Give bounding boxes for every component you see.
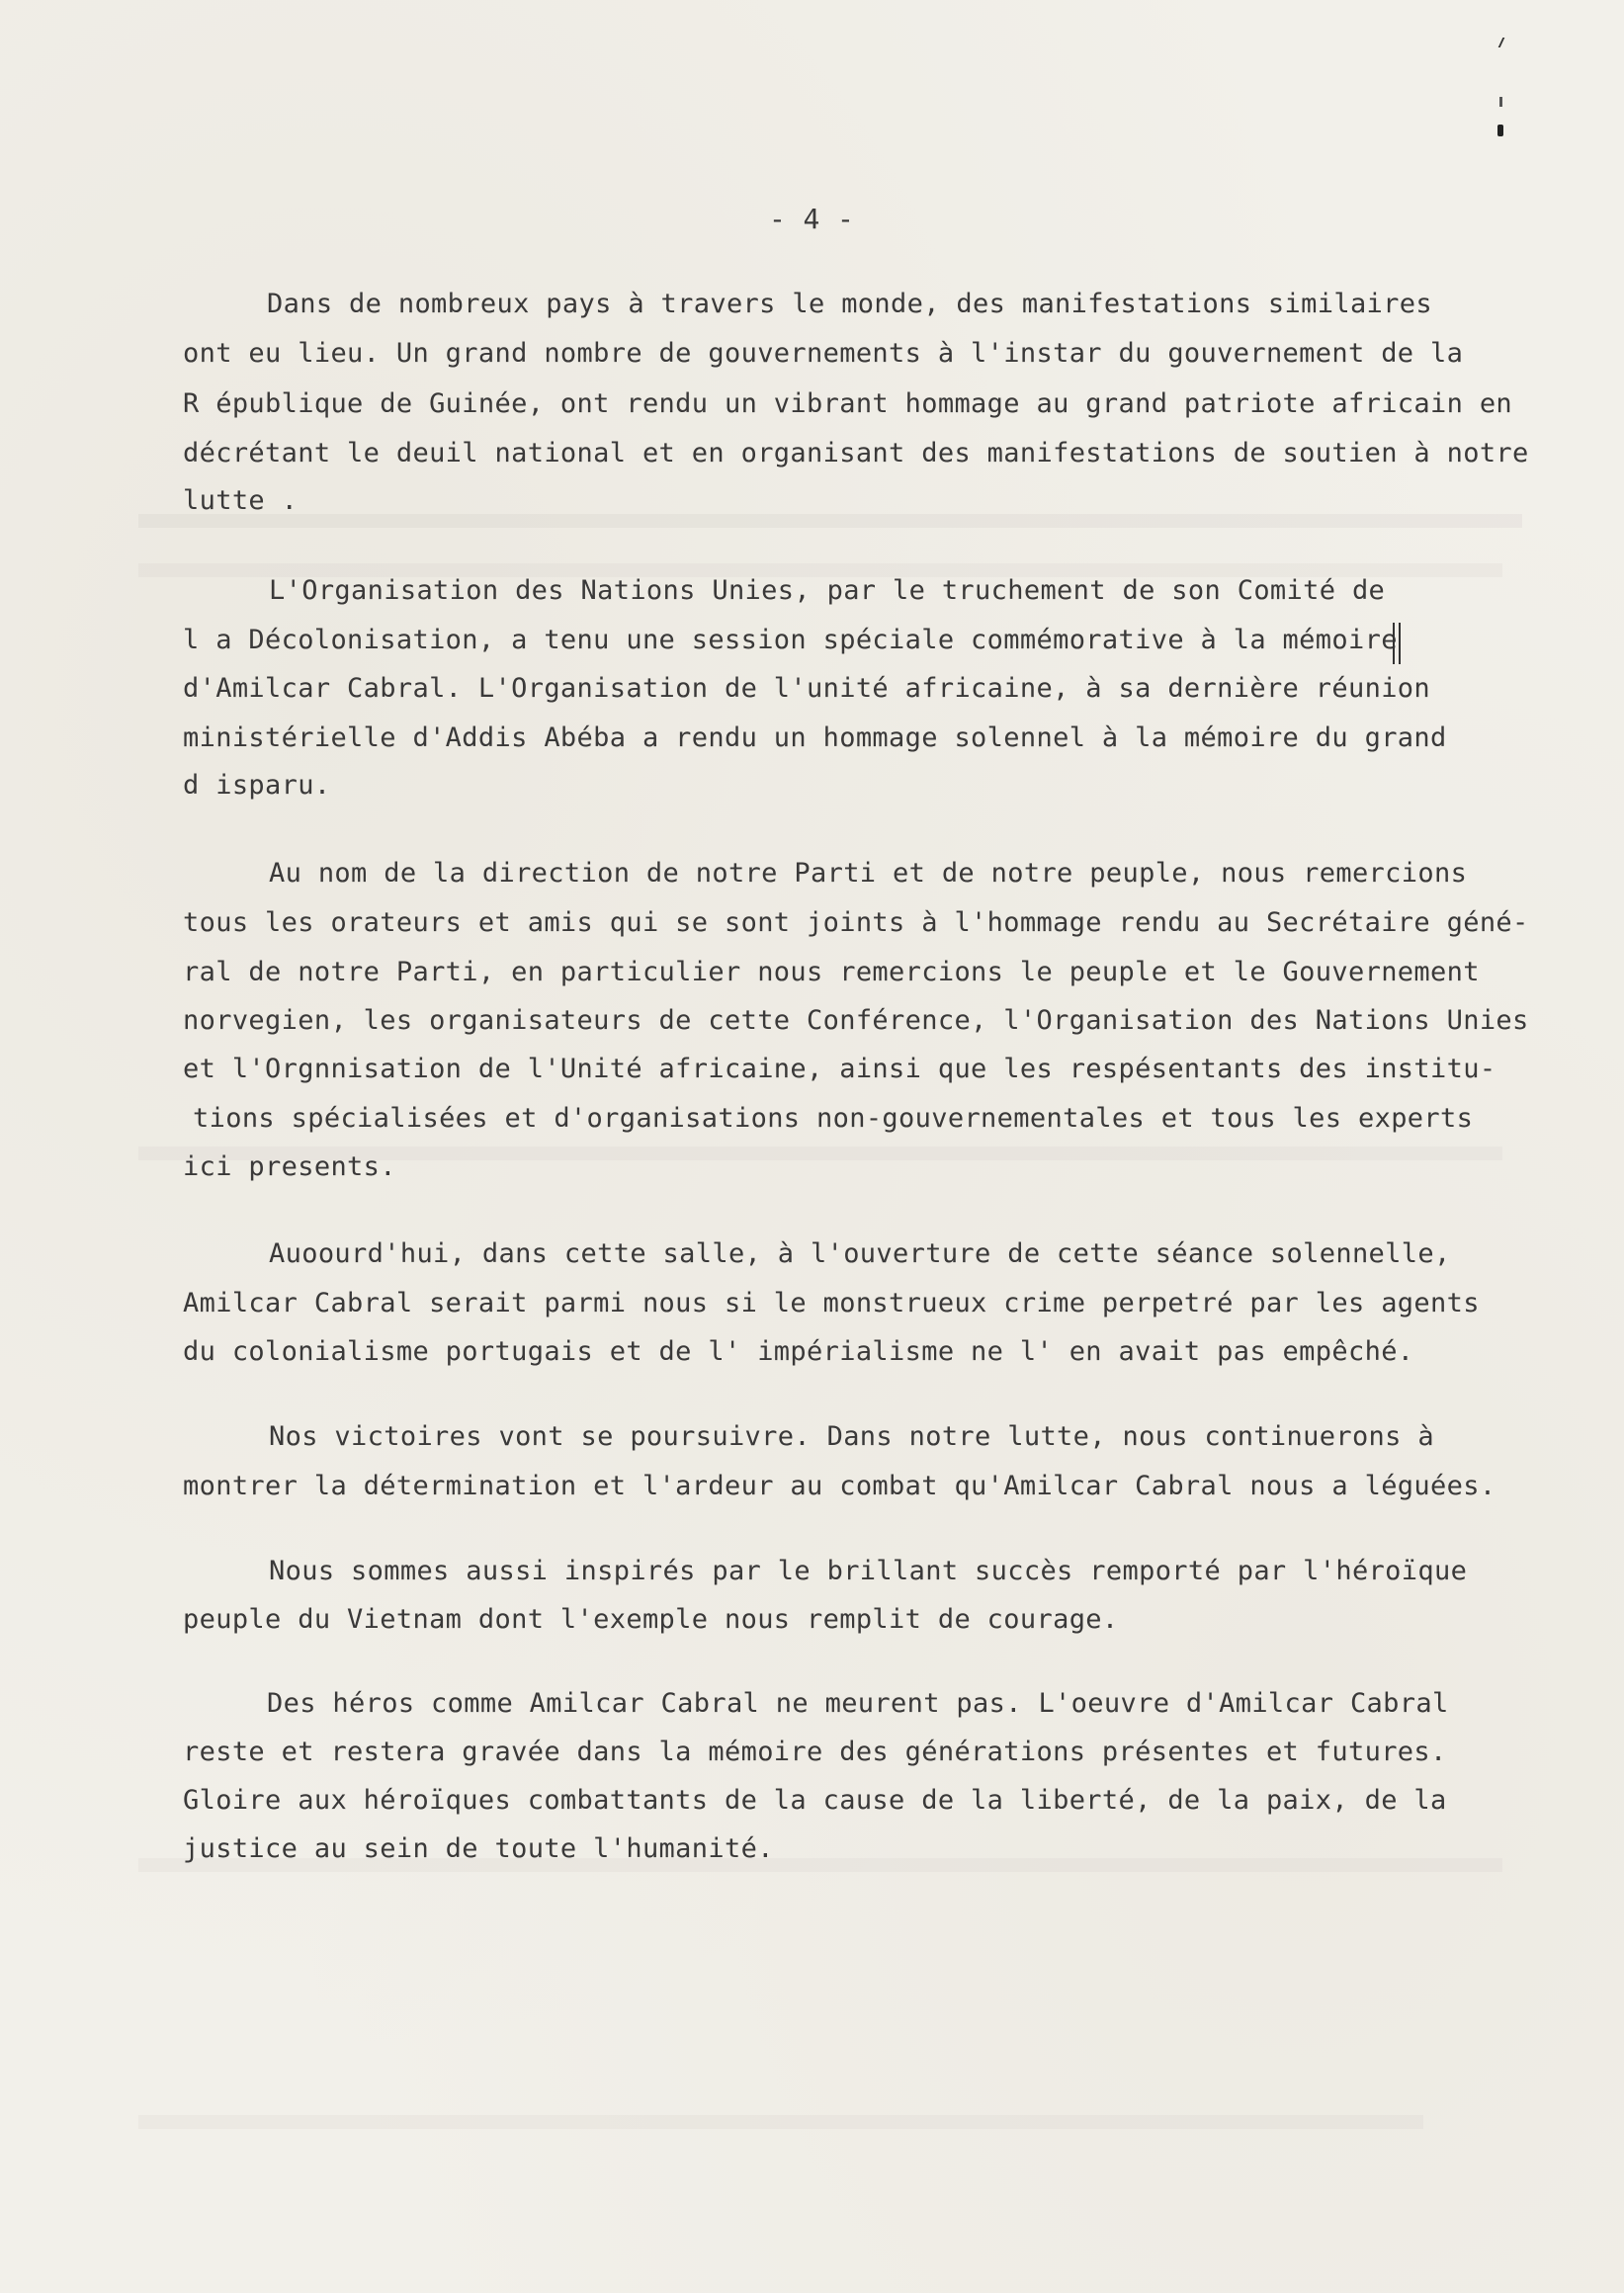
page-number: - 4 -: [769, 203, 855, 235]
paragraph-6-line-1: Nous sommes aussi inspirés par le brillant succès remporté par l'héroïque: [269, 1556, 1468, 1586]
paragraph-2-line-5: d isparu.: [183, 770, 331, 801]
paragraph-4-line-3: du colonialisme portugais et de l' impérialisme ne l' en avait pas empêché.: [183, 1336, 1414, 1367]
paragraph-6-line-2: peuple du Vietnam dont l'exemple nous remplit de courage.: [183, 1604, 1119, 1635]
paragraph-2-line-3: d'Amilcar Cabral. L'Organisation de l'unité africaine, à sa dernière réunion: [183, 673, 1431, 704]
paragraph-1-line-4: décrétant le deuil national et en organisant des manifestations de soutien à notre: [183, 438, 1529, 468]
bleed-through-texture: [138, 2115, 1423, 2129]
paragraph-3-line-4: norvegien, les organisateurs de cette Conférence, l'Organisation des Nations Unies: [183, 1005, 1529, 1036]
margin-mark: [1497, 125, 1503, 136]
paragraph-3-line-5: et l'Orgnnisation de l'Unité africaine, ainsi que les respésentants des institu-: [183, 1054, 1496, 1084]
paragraph-7-line-3: Gloire aux héroïques combattants de la cause de la liberté, de la paix, de la: [183, 1785, 1447, 1816]
paragraph-7-line-1: Des héros comme Amilcar Cabral ne meurent pas. L'oeuvre d'Amilcar Cabral: [267, 1688, 1449, 1719]
paragraph-7-line-2: reste et restera gravée dans la mémoire des générations présentes et futures.: [183, 1737, 1447, 1767]
paragraph-2-line-2: l a Décolonisation, a tenu une session spéciale commémorative à la mémoire: [183, 625, 1398, 655]
paragraph-3-line-7: ici presents.: [183, 1151, 396, 1182]
paragraph-3-line-1: Au nom de la direction de notre Parti et de notre peuple, nous remercions: [269, 858, 1468, 889]
margin-mark: [1393, 623, 1401, 664]
paragraph-3-line-2: tous les orateurs et amis qui se sont joints à l'hommage rendu au Secrétaire géné-: [183, 907, 1529, 938]
paragraph-3-line-6: tions spécialisées et d'organisations non-gouvernementales et tous les experts: [193, 1103, 1474, 1134]
paragraph-1-line-1: Dans de nombreux pays à travers le monde, des manifestations similaires: [267, 289, 1432, 319]
paragraph-1-line-5: lutte .: [183, 485, 299, 516]
paragraph-3-line-3: ral de notre Parti, en particulier nous remercions le peuple et le Gouvernement: [183, 957, 1480, 987]
paragraph-2-line-4: ministérielle d'Addis Abéba a rendu un hommage solennel à la mémoire du grand: [183, 722, 1447, 753]
paragraph-1-line-3: R épublique de Guinée, ont rendu un vibrant hommage au grand patriote africain en: [183, 388, 1513, 419]
paragraph-5-line-1: Nos victoires vont se poursuivre. Dans notre lutte, nous continuerons à: [269, 1421, 1434, 1452]
margin-mark: [1498, 38, 1511, 47]
paragraph-2-line-1: L'Organisation des Nations Unies, par le truchement de son Comité de: [269, 575, 1386, 606]
paragraph-4-line-1: Auoourd'hui, dans cette salle, à l'ouverture de cette séance solennelle,: [269, 1238, 1451, 1269]
paragraph-4-line-2: Amilcar Cabral serait parmi nous si le monstrueux crime perpetré par les agents: [183, 1288, 1480, 1318]
paragraph-5-line-2: montrer la détermination et l'ardeur au combat qu'Amilcar Cabral nous a léguées.: [183, 1471, 1496, 1501]
bleed-through-texture: [138, 514, 1522, 528]
paragraph-1-line-2: ont eu lieu. Un grand nombre de gouvernements à l'instar du gouvernement de la: [183, 338, 1464, 369]
paragraph-7-line-4: justice au sein de toute l'humanité.: [183, 1833, 774, 1864]
margin-mark: [1499, 97, 1502, 107]
